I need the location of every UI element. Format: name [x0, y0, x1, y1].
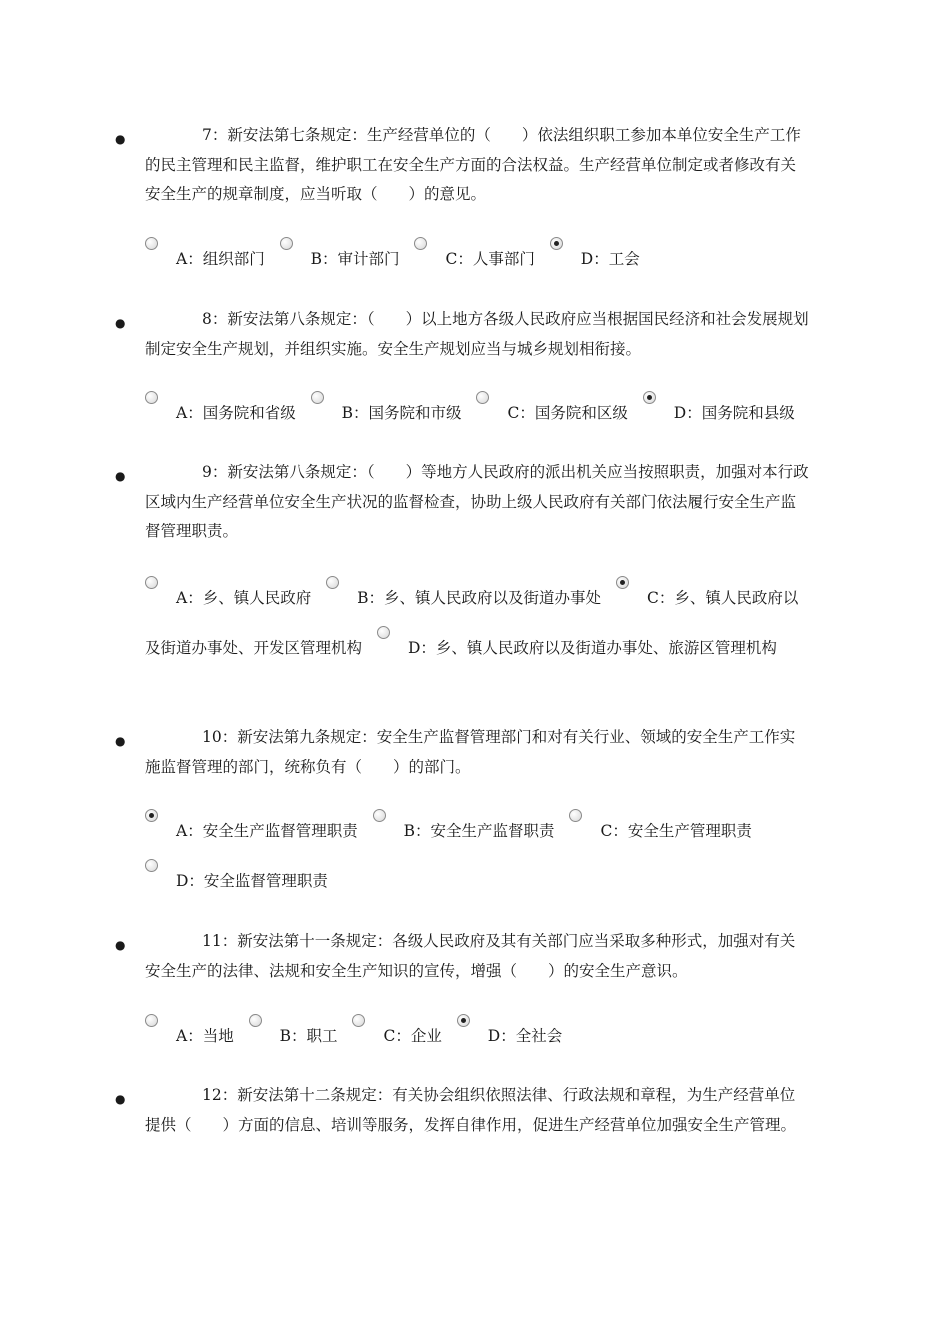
- option-b[interactable]: [280, 250, 400, 268]
- bullet: ●: [115, 938, 126, 952]
- option-b[interactable]: [249, 1027, 338, 1045]
- question-text: 10：新安法第九条规定：安全生产监督管理部门和对有关行业、领域的安全生产工作实施监督管理的部门，统称负有（ ）的部门。: [145, 728, 796, 776]
- radio-icon[interactable]: [145, 576, 158, 589]
- radio-icon[interactable]: [352, 1014, 365, 1027]
- radio-selected-icon[interactable]: [457, 1014, 470, 1027]
- radio-icon[interactable]: [145, 859, 158, 872]
- bullet: ●: [115, 132, 126, 146]
- question-text: 12：新安法第十二条规定：有关协会组织依照法律、行政法规和章程，为生产经营单位提供（ ）方面的信息、培训等服务，发挥自律作用，促进生产经营单位加强安全生产管理。: [145, 1086, 797, 1134]
- option-label: C：人事部门: [445, 250, 535, 268]
- option-a[interactable]: [145, 589, 311, 607]
- radio-icon[interactable]: [311, 391, 324, 404]
- question-text: 7：新安法第七条规定：生产经营单位的（ ）依法组织职工参加本单位安全生产工作的民主管理和民主监督，维护职工在安全生产方面的合法权益。生产经营单位制定或者修改有关安全生产的规章制度，应当听取（ ）的意见。: [145, 126, 801, 203]
- option-c[interactable]: [352, 1027, 441, 1045]
- option-label: A：当地: [176, 1027, 234, 1045]
- option-label: D：国务院和县级: [673, 404, 795, 422]
- option-label: B：乡、镇人民政府以及街道办事处: [357, 589, 602, 607]
- question-9: [115, 458, 810, 547]
- option-label: B：国务院和市级: [341, 404, 462, 422]
- question-text: 11：新安法第十一条规定：各级人民政府及其有关部门应当采取多种形式，加强对有关安全生产的法律、法规和安全生产知识的宣传，增强（ ）的安全生产意识。: [145, 932, 796, 980]
- option-label: A：国务院和省级: [176, 404, 296, 422]
- option-label: C：国务院和区级: [507, 404, 628, 422]
- radio-selected-icon[interactable]: [145, 809, 158, 822]
- options-10: [145, 806, 810, 906]
- option-d[interactable]: [457, 1027, 562, 1045]
- option-d[interactable]: [145, 872, 328, 890]
- question-text: 8：新安法第八条规定：（ ）以上地方各级人民政府应当根据国民经济和社会发展规划制定安全生产规划，并组织实施。安全生产规划应当与城乡规划相衔接。: [145, 310, 809, 358]
- bullet: ●: [115, 469, 126, 483]
- bullet: ●: [115, 734, 126, 748]
- radio-icon[interactable]: [280, 237, 293, 250]
- bullet: ●: [115, 1092, 126, 1106]
- question-8: [115, 305, 810, 364]
- radio-icon[interactable]: [249, 1014, 262, 1027]
- question-text: 9：新安法第八条规定：（ ）等地方人民政府的派出机关应当按照职责，加强对本行政区域内生产经营单位安全生产状况的监督检查，协助上级人民政府有关部门依法履行安全生产监督管理职责。: [145, 463, 809, 540]
- options-11: [145, 1011, 810, 1061]
- question-11: [115, 927, 810, 986]
- radio-icon[interactable]: [476, 391, 489, 404]
- option-label: C：企业: [383, 1027, 442, 1045]
- option-label: A：乡、镇人民政府: [176, 589, 312, 607]
- option-a[interactable]: [145, 1027, 234, 1045]
- option-d[interactable]: [377, 639, 777, 657]
- question-7: [115, 121, 810, 210]
- radio-icon[interactable]: [569, 809, 582, 822]
- option-b[interactable]: [311, 404, 462, 422]
- option-b[interactable]: [326, 589, 601, 607]
- option-label: A：安全生产监督管理职责: [176, 822, 358, 840]
- options-7: [145, 234, 810, 284]
- option-a[interactable]: [145, 404, 296, 422]
- option-d[interactable]: [643, 404, 795, 422]
- option-b[interactable]: [373, 822, 555, 840]
- option-label: D：安全监督管理职责: [176, 872, 328, 890]
- radio-icon[interactable]: [414, 237, 427, 250]
- radio-icon[interactable]: [145, 1014, 158, 1027]
- radio-selected-icon[interactable]: [643, 391, 656, 404]
- option-a[interactable]: [145, 822, 358, 840]
- option-label: D：乡、镇人民政府以及街道办事处、旅游区管理机构: [407, 639, 777, 657]
- question-10: [115, 723, 810, 782]
- radio-selected-icon[interactable]: [550, 237, 563, 250]
- bullet: ●: [115, 316, 126, 330]
- option-label: C：安全生产管理职责: [600, 822, 752, 840]
- option-label: B：职工: [279, 1027, 338, 1045]
- option-d[interactable]: [550, 250, 640, 268]
- option-c[interactable]: [569, 822, 751, 840]
- radio-icon[interactable]: [373, 809, 386, 822]
- radio-icon[interactable]: [145, 237, 158, 250]
- option-label: B：审计部门: [310, 250, 400, 268]
- option-label: D：全社会: [487, 1027, 563, 1045]
- option-a[interactable]: [145, 250, 265, 268]
- radio-icon[interactable]: [377, 626, 390, 639]
- option-c[interactable]: [476, 404, 627, 422]
- option-label: C：乡、镇人民政府以及街道办事处、开发区管理机构: [145, 589, 799, 657]
- option-c[interactable]: [414, 250, 534, 268]
- question-12: [115, 1081, 810, 1140]
- radio-selected-icon[interactable]: [616, 576, 629, 589]
- options-9: [145, 573, 810, 673]
- option-label: B：安全生产监督职责: [403, 822, 555, 840]
- radio-icon[interactable]: [326, 576, 339, 589]
- option-label: D：工会: [580, 250, 640, 268]
- radio-icon[interactable]: [145, 391, 158, 404]
- option-label: A：组织部门: [176, 250, 265, 268]
- options-8: [145, 388, 810, 438]
